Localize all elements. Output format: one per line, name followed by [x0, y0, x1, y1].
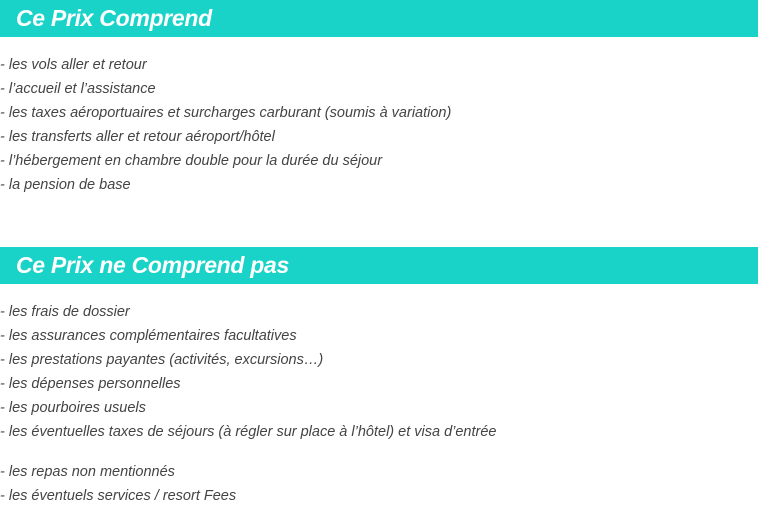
- includes-list: [0, 53, 451, 197]
- list-item: - les pourboires usuels: [0, 400, 146, 416]
- list-item: - les éventuelles taxes de séjours (à régler sur place à l’hôtel) et visa d’entrée: [0, 424, 497, 440]
- excludes-section-header: [0, 247, 758, 284]
- list-item: - les vols aller et retour: [0, 57, 147, 73]
- list-item: - les transferts aller et retour aéroport/hôtel: [0, 129, 275, 145]
- excludes-section-title: Ce Prix ne Comprend pas: [16, 252, 290, 278]
- list-item: - la pension de base: [0, 177, 131, 193]
- list-item: - les éventuels services / resort Fees: [0, 488, 237, 504]
- excludes-list: [0, 300, 496, 508]
- list-item: - les dépenses personnelles: [0, 376, 181, 392]
- list-item: - les repas non mentionnés: [0, 464, 175, 480]
- list-item: - les prestations payantes (activités, excursions…): [0, 352, 324, 368]
- list-item: - l’accueil et l’assistance: [0, 81, 156, 97]
- includes-section-header: [0, 0, 758, 37]
- list-item: - l’hébergement en chambre double pour la durée du séjour: [0, 153, 383, 169]
- includes-section-title: Ce Prix Comprend: [16, 5, 212, 31]
- list-item: - les frais de dossier: [0, 304, 130, 320]
- list-item: - les assurances complémentaires facultatives: [0, 328, 297, 344]
- list-item: - les taxes aéroportuaires et surcharges carburant (soumis à variation): [0, 105, 452, 121]
